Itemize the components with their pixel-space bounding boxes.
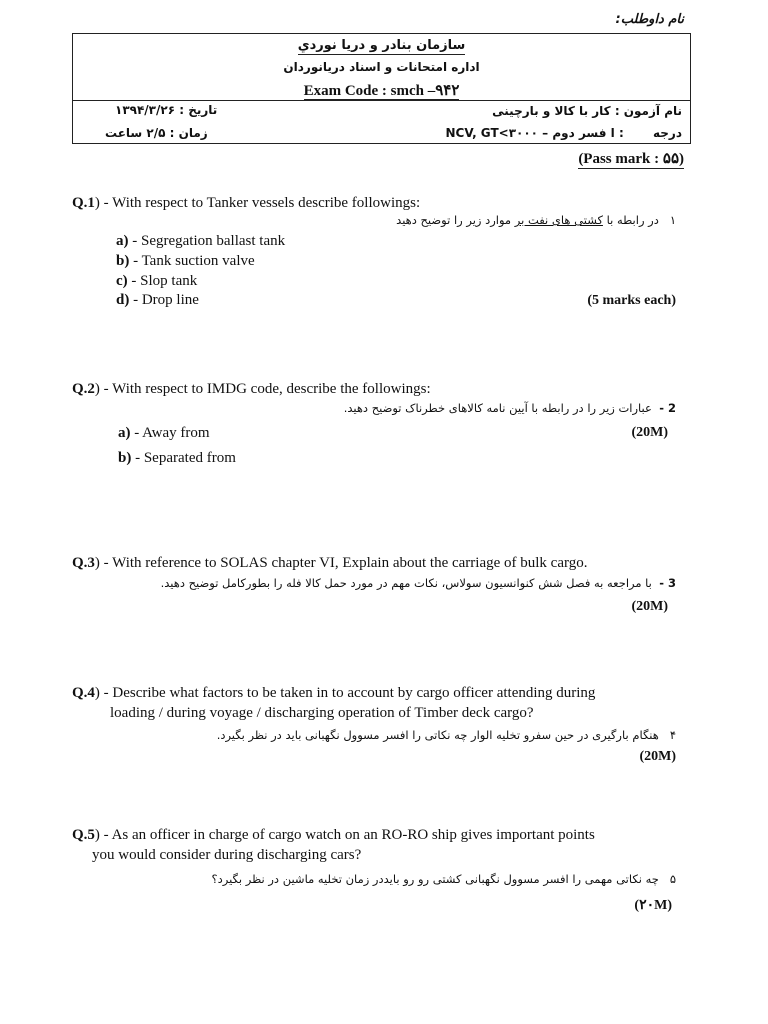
exam-code: [73, 81, 690, 100]
question-2-persian-number: 2 -: [659, 401, 676, 415]
question-1-persian: [396, 213, 676, 227]
exam-grade: [445, 126, 682, 140]
question-2-item-b: [118, 450, 236, 467]
item-text: - Segregation ballast tank: [128, 233, 286, 249]
item-label: b): [118, 450, 132, 466]
grade-label: درجه: [653, 126, 682, 140]
candidate-name-label: نام داوطلب:: [615, 12, 684, 27]
exam-name: نام آزمون : کار با کالا و بارچینی: [492, 104, 682, 118]
question-1-item-c: [116, 273, 197, 290]
item-text: - Separated from: [131, 450, 236, 466]
item-label: a): [116, 233, 129, 249]
item-text: - Tank suction valve: [129, 253, 255, 269]
item-text: - Away from: [130, 425, 210, 441]
exam-time: زمان : ۲/۵ ساعت: [105, 126, 208, 140]
header-divider: [73, 100, 690, 101]
question-4-number: Q.4: [72, 685, 95, 701]
question-2-persian: [344, 401, 676, 415]
item-label: b): [116, 253, 130, 269]
question-5-text: ) - As an officer in charge of cargo watch on an RO-RO ship gives important points: [94, 827, 595, 843]
question-5-persian-number: ۵: [669, 872, 676, 886]
question-2-item-a: [118, 425, 210, 442]
question-4-persian-text: هنگام بارگیری در حین سفرو تخلیه الوار چه نکاتی را افسر مسوول نگهبانی باید در نظر بگیرد.: [216, 728, 659, 742]
question-1-text: ) - With respect to Tanker vessels describe followings:: [94, 195, 421, 211]
item-label: a): [118, 425, 131, 441]
question-5: [72, 827, 595, 844]
pass-mark: (Pass mark : ۵۵): [578, 151, 684, 167]
question-1-persian-part-a: در رابطه با: [602, 213, 659, 227]
item-label: c): [116, 273, 128, 289]
question-1-item-b: [116, 253, 255, 270]
question-3-marks: (20M): [631, 599, 668, 614]
exam-code-text: Exam Code : smch –۹۴۲: [303, 83, 460, 99]
grade-value: : ا فسر دوم – NCV, GT<۳۰۰۰: [445, 126, 624, 140]
question-4: [72, 685, 595, 702]
item-text: - Drop line: [129, 292, 199, 308]
question-4-text-line-2: loading / during voyage / discharging operation of Timber deck cargo?: [110, 705, 534, 721]
organization-name: [73, 38, 690, 53]
organization-name-text: سازمان بنادر و دریا نوردي: [297, 38, 466, 53]
question-3-number: Q.3: [72, 555, 95, 571]
question-4-marks: (20M): [639, 749, 676, 764]
question-3-persian: [161, 576, 676, 590]
question-3: [72, 555, 587, 572]
question-1-persian-number: ۱: [669, 213, 676, 227]
question-3-persian-number: 3 -: [659, 576, 676, 590]
exam-header-box: [72, 33, 691, 144]
question-2: [72, 381, 431, 398]
question-1-item-a: [116, 233, 285, 250]
question-4-persian-number: ۴: [669, 728, 676, 742]
question-4-text: ) - Describe what factors to be taken in to account by cargo officer attending during: [94, 685, 596, 701]
question-5-persian: [212, 872, 677, 886]
question-1-persian-part-c: موارد زیر را توضیح دهید: [396, 213, 515, 227]
department-name: اداره امتحانات و اسناد دریانوردان: [283, 60, 480, 74]
question-1: [72, 195, 420, 212]
question-5-text-line-2: you would consider during discharging cars?: [92, 847, 362, 863]
question-1-item-d: [116, 292, 199, 309]
question-3-text: ) - With reference to SOLAS chapter VI, Explain about the carriage of bulk cargo.: [94, 555, 588, 571]
question-4-persian: [217, 728, 676, 742]
question-1-persian-part-b: کشتی های نفت بر: [514, 213, 603, 227]
question-5-number: Q.5: [72, 827, 95, 843]
question-1-number: Q.1: [72, 195, 95, 211]
question-2-text: ) - With respect to IMDG code, describe the followings:: [94, 381, 431, 397]
question-2-marks: (20M): [631, 425, 668, 440]
question-5-marks: (۲۰M): [634, 898, 672, 913]
question-2-persian-text: عبارات زیر را در رابطه با آیین نامه کالاهای خطرناک توضیح دهید.: [343, 401, 652, 415]
question-3-persian-text: با مراجعه به فصل شش کنوانسیون سولاس، نکات مهم در مورد حمل کالا فله را بطورکامل توضیح دهید.: [160, 576, 652, 590]
question-2-number: Q.2: [72, 381, 95, 397]
exam-date: تاریخ : ۱۳۹۴/۳/۲۶: [115, 103, 218, 117]
item-text: - Slop tank: [127, 273, 198, 289]
question-1-marks: (5 marks each): [587, 293, 676, 308]
question-5-persian-text: چه نکاتی مهمی را افسر مسوول نگهبانی کشتی رو رو بایددر زمان تخلیه ماشین در نظر بگیرد؟: [211, 872, 659, 886]
item-label: d): [116, 292, 130, 308]
